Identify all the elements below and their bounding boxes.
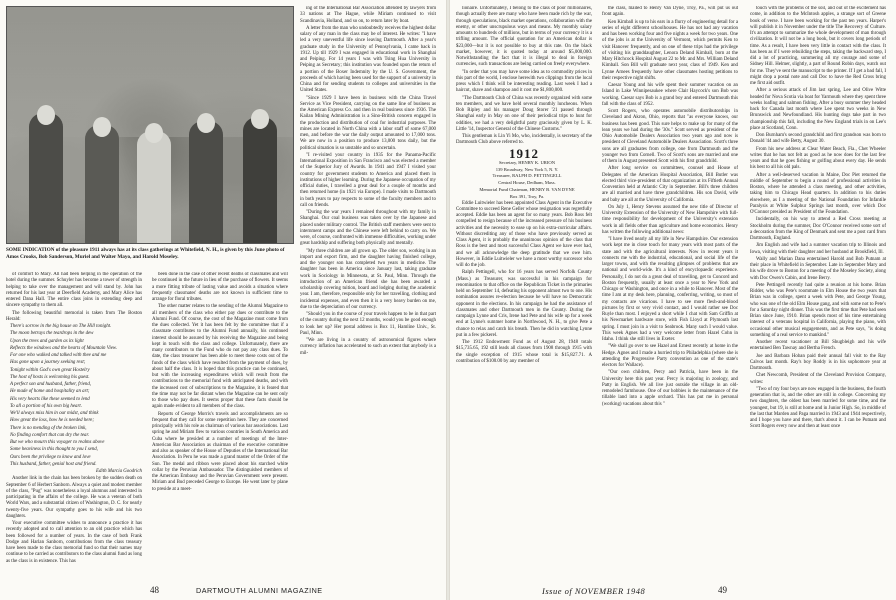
poem-line: We'll always miss him in our midst, and think — [10, 411, 99, 416]
photo-figure — [85, 125, 119, 243]
poem-line: The moon betrays the teardrops in the dew — [10, 331, 94, 337]
paragraph: From his new address at Clear Water Beach, Fla., Chet Wheeler writes that he has not felt as good as he now does for the last few years and that he goes fishing or golfing about every day. He sends his best to all his old pals. — [750, 146, 886, 171]
running-footer: DARTMOUTH ALUMNI MAGAZINE — [196, 586, 323, 595]
paragraph: Ralph Pettingell, who for 16 years has served Norfolk County (Mass.) as Treasurer, was successful in his campaign for renomination to that office on the Republican Ticket in the primaries held on September 14, defeating his opponent almost two to one. His nomination assures re-election because he will have no Democratic opponent in the elections. In his campaign he had the assistance of classmates and other Dartmouth men in the County. During the campaign Lynne and Cris, Irene had Pete and his wife up for a week end at Lynne's summer home in Northwood, N. H., to give Pete a chance to relax and catch his breath. Then he did in watching Lynne put in a few pickerel. — [456, 270, 592, 338]
right-column-2 — [602, 6, 738, 582]
poem-line: His very hearts like these seemed to lend — [10, 396, 90, 402]
photo-figure — [29, 113, 63, 243]
class-officer: Central House, Dedham, Mass. — [498, 180, 556, 186]
page-number: 48 — [150, 585, 159, 595]
class-officer: Box 391, Troy, Pa. — [509, 193, 545, 199]
poem-line: For one who walked and talked with thee and me — [10, 353, 107, 358]
paragraph: Don Burnham's second grandchild and first grandson was born to Donald '44 and wife Betty, August 30. — [750, 133, 886, 145]
paragraph: Joe and Barbara Hoban paid their annual fall visit to the Ray Calvos last month. Ray's boy Roddy is in his sophomore year at Dartmouth. — [750, 353, 886, 371]
paragraph: "We are living in a country of astronomical figures where currency inflation has accelerated to such an extent that anybody is a mil- — [300, 338, 436, 356]
class-photo — [6, 6, 294, 244]
paragraph: "Our own children, Percy and Patricia, have been in the University here this past year. Percy is majoring in zoology, and Patty in English. We all live just outside the village in an old-remodeled farmhouse. One of our hobbies is the maintenance of the tillable land into a apple orchard. This has put me in personal (working) vacations about this " — [602, 370, 738, 407]
poem-line: Ours been the privilege to know and love — [10, 454, 91, 460]
class-officer: Memorial Fund Chairman, HENRY B. VAN DYNE — [479, 186, 575, 192]
photo-caption: SOME INDICATION of the pleasure 1911 always has at its class gatherings at Whitefield, N. H., is given by this June photo of Amos Crooks, Bob Sanderson, Muriel and Walter Mayo, and Harold Moseley. — [6, 247, 285, 260]
paragraph: The other matter relates to the sending of the Alumni Magazine to all members of the class who either pay dues or contribute to the Alumni Fund. Of course, the cost of the Magazine must come from the dues collected. Yet it has been felt by the committee that if a classmate contributes to the Alumni Fund annually, his continued interest should be assured by his receiving the Magazine and being kept in touch with the class and college. Unfortunately, there are many contributors to the Fund who do not pay any class dues. To date, the class treasurer has been able to meet these costs out of the funds of the class which have resulted from the payment of dues, by about half the class. It is hoped that this practice can be continued, but with the increasing expenditures which will result from the contributions to the memorial fund with anticipated deaths, and with the increased cost of subscriptions to the Magazine, it is feared that the time may not be far distant when the Magazine can be sent only to those who pay dues. It seems proper that these facts should be again made evident to all members of the class. — [152, 304, 288, 410]
photo-figure — [243, 117, 277, 243]
photo-face — [37, 105, 55, 125]
poem-line: He made of home and hospitality an art; — [10, 389, 90, 395]
paragraph: The following beautiful memorial is taken from The Boston Herald: — [6, 310, 142, 322]
paragraph: Another link in the chain has been broken by the sudden death on September 6 of Herbert Sanborn. Always a quiet and modest member of the class, "Pug" was nonetheless a loyal alumnus and interested in participating in the affairs of the college. He was a veteran of both World Wars, and a substantial citizen of Washington, D. C. for nearly twenty-five years. Our sympathy goes to his wife and his two daughters. — [6, 476, 142, 519]
poem-line: Some heaviness in this thought to you I send, — [10, 447, 98, 453]
paragraph: After a serious attack of Jim last spring, Lee and Olive Witte headed for Nova Scotia via boat for Yarmouth where they spent three weeks loafing and salmon fishing. After a busy summer they headed back for Canada last month where Lee spent two weeks in New Brunswick and Newfoundland. His hunting dogs take part in two championship this fall, including the New England trials in on Lee's place at Scotland, Conn. — [750, 88, 886, 131]
poem-line: Upon the trees and garden as its light — [10, 338, 84, 344]
poem-line: How great the loss, how he is needed here; — [10, 418, 94, 424]
poem-author: Edith Marcia Goodrich — [95, 469, 142, 474]
left-column-2 — [152, 272, 288, 582]
paragraph: ing of the International Bar Association attended by lawyers from 33 nations at The Hague, while Miriam continued to visit Scandinavia, Holland, and so on, to return later by boat. — [300, 6, 436, 24]
poem-line: This husband, father, genial host and friend. — [10, 461, 97, 467]
poem-line: No finding comfort that can dry the tear. — [10, 432, 90, 438]
page-number: 49 — [718, 585, 727, 595]
poem-line: Tonight within God's own great Hostelry — [10, 367, 90, 373]
poem-line: Has gone upon a journey seeking rest; — [10, 360, 86, 366]
paragraph: Chet Newcomb, President of the Cleveland Provision Company, writes: — [750, 373, 886, 385]
poem-line: But we who mourn this voyager to realms above — [10, 440, 105, 445]
photo-figure — [137, 131, 171, 243]
paragraph: "Should you in the course of your travels happen to be in that part of the country during the next 12 months, would you be good enough to look her up? Her postal address is Box 11, Hamline Univ., St. Paul, Minn. — [300, 312, 436, 336]
paragraph: "The Dartmouth Club of China was recently organized with some ten members, and we have held several monthly luncheons. When Bob Ripley and his manager Doug Storer '21 passed through Shanghai early in May on one of their periodical trips to hunt for oddities, we had a very delightful party graciously given by L. K. Little '14, Inspector General of the Chinese Customs." — [456, 95, 592, 132]
paragraph: Another recent vacationer at Bill Shugbleigh and his wife entertained Ben Tawnay and Bertha French. — [750, 340, 886, 352]
photo-face — [251, 109, 269, 129]
paragraph: The 1912 Endowment Fund as of August 28, 1948 totals $15,735.65, 192 still leads all classes from 1908 through 1915 with the single exception of 1915 whose total is $15,827.71. A contribution of $100.00 by any member of — [456, 340, 592, 364]
class-year-heading: 1912 — [509, 145, 539, 161]
paragraph: Pete Pettingell recently had quite a reunion at his home. Brian Ridder, who was Pete's roommate in Elm House the two years that Brian was in college, spent a week with Pete, and George Young, who was one of the old Elm House gang, and with some not to Pete's for a Saturday night dinner. This was the first time that Pete had seen Brian since June, 1910. Brian spends most of his time entertaining interest of a veterans hospital in California, playing the piano, with occasional other musical engagements, and as Pete says, "is doing something of a real service to mankind." — [750, 282, 886, 338]
paragraph: Reports of George Morris's travels and accomplishments are so frequent that they call for some repetition here. They are concerned principally with his role as chairman of various bar associations. Last spring he and Miriam flew to various countries in South America and Cuba where he presided at a number of meetings of the Inter-American Bar Association as chairman of the executive committee and also as speaker of the House of Deputies of the International Bar Association. In Peru he was made a grand master of the Order of the Sun. The medal and ribbon were placed about his starched white collar by the Peruvian Ambassador. The distinguished members of the American Embassy and the Peruvian Government were present. Miriam and Bud preceded George to Europe. He went later by plane to preside at a meet- — [152, 411, 288, 492]
paragraph: Your executive committee wishes to announce a practice it has recently adopted and to call attention to an old practice which has been followed for a number of years. In the case of both Frank Dodge and Harlan Sanborn, contributions from the class treasury have been made to the class memorial fund so that their names may continue to be carried as contributors to the class alumni fund as long as the class is in existence. This has — [6, 521, 142, 564]
paragraph: "During the war years I remained throughout with my family in Shanghai. Our coal business was taken over by the Japanese and placed under military control. The British staff members were sent to internment camps and the Chinese were left behind to carry on. We were, of course, confronted with immense difficulties, working under great hardship and suffering both physically and mentally. — [300, 210, 436, 247]
poem-line: Reflects the windows and the hearts of Mountain View. — [10, 345, 117, 351]
paragraph: "Two of my four boys are now engaged in the business, the fourth generation that is, and the other are still in college. Concerning my two daughters, the oldest has been married for some time, and the youngest, but 19, is still at home and in Junior High. So, in middle of the last that Marden and Paga married in 1943 and 1944 respectively, and I hope you have and there, that's about it. I can be Putnam and Scott Rogers every now and then at least once — [750, 386, 886, 430]
paragraph: A letter from the man who undoubtedly receives the highest dollar salary of any man in the class may be of interest. He writes: "I have led a very uneventful life since leaving Dartmouth. After a year's graduate study in the University of Pennsylvania, I came back in 1912. Up till 1929 I was engaged in educational work in Shanghai and Peiping. For 14 years I was with Tsing Hua University in Peiping as Secretary; this institution was founded upon the return of a portion of the Boxer Indemnity by the U. S. Government, the proceeds of which having been used for the support of a university in China and for sending students to colleges and universities in the United States. — [300, 25, 436, 94]
paragraph: Eddie Luitwieler has been appointed Class Agent in the Executive Committee to succeed Rene Geller whose resignation was regretfully accepted. Eddie has been an agent for so many years. Bob Ross felt compelled to resign because of the increased pressure of his business activities and the necessity to ease up on his extra-curricular affairs. Without discrediting any of those who have previously served as Class Agent, it is probably the unanimous opinion of the class that Ross is the best and most successful Class Agent we have ever had, and we all acknowledge the deep gratitude that we owe him. However, in Eddie Luitwieler we have a most worthy successor who will do the job. — [456, 200, 592, 269]
paragraph: "We shall go over to see Hazel and Ernest recently at home in the Hedge. Agnes and I made a hurried trip to Philadelphia (where she is attending the Progressive Party convention as one of the state's electors for Wallace). — [602, 344, 738, 368]
paragraph: touch with the problems of the soil, and out of the excitement has come, in addition to the McIntosh apples, a strange sort of Greene book of verse. I have been working for the past ten years. Harper's will publish it in November under the title The Recovery of Culture. It's an attempt to summarize the whole development of man through civilization. It will not be a long book, but it covers long periods of time. As a result, I have been very little in contact with the class. It has been as if I were rebuilding the steps, taking the backward step, I did a lot of practicing, summering all my courage and some of Sidney Hill. Helmer, slightly, a part of Round Robin days, watch out for me. They've sent the manuscript to the printer. If I get a bad fall, I might drop a postal note and call Doc to have the Red Cross bring me first aid outfit. — [750, 6, 886, 86]
left-column-1 — [6, 272, 142, 582]
class-officer: 139 Broadway, New York 5, N. Y. — [495, 166, 559, 172]
running-footer: Issue of NOVEMBER 1948 — [542, 586, 646, 596]
poem-line: A perfect son and husband, father, friend, — [10, 382, 92, 387]
paragraph: "I re-visited your country in 1935 for the Panama-Pacific International Exposition in San Francisco and was elected a member of the Superior Jury of Awards. In 1941 and 1947 I visited your country for government students to America and placed them in institutions of higher learning. During the Japanese occupation of my official duties, I travelled a great deal for a couple of months and then returned home (in 1921 via Europe). I made visits to Dartmouth in both years to pay respects to some of the faculty members and to call on friends. — [300, 152, 436, 208]
paragraph: lionaire. Unfortunately, I belong to the class of poor millionaires, though actually there are many who have been made rich by the war, through speculations, black market operations, collaboration with the enemy, or other unscrupulous ways and means. My monthly salary amounts to hundreds of millions, but in terms of your currency it is a trifling amount. The official quotation for an American dollar is $23,000—but it is not possible to buy at this rate. On the black market, however, it is quoted today at around $5,000,000. Notwithstanding the fact that it is illegal to deal in foreign currencies, such transactions are being carried on freely everywhere. — [456, 6, 592, 68]
paragraph: been done in the case of other recent deaths of classmates and will be continued in the future in lieu of the purchase of flowers. It seems a more fitting tribute of lasting value and avoids a situation where frequently classmates' deaths are not known in sufficient time to arrange for floral tributes. — [152, 272, 288, 302]
right-column-1 — [456, 6, 592, 582]
paragraph: Incidentally, on his way to attend a Red Cross meeting at Stockholm during the summer, Doc O'Connor received some sort of a decoration from the King of Denmark and sent me a post card from Dartmouth, England. — [750, 217, 886, 241]
photo-figure — [189, 121, 223, 243]
poem-line: There's sorrow in the big house on The Hill tonight. — [10, 324, 112, 329]
right-column-3 — [750, 6, 886, 582]
paragraph: On July 1, Henry Stevens assumed the new title of Director of University Extension of the University of New Hampshire with full-time responsibility for development of the University's extension work in all fields other than agriculture and home economics. Henry has written the following additional news: — [602, 204, 738, 235]
paragraph: "Since 1929 I have been in business with the China Travel Service as Vice President, carrying on the same line of business as the American Express Co. and then in real business since 1936. The Kailan Mining Administration is a Sino-British concern engaged in the production and distribution of coal for industrial purposes. The mines are located in North China with a labor staff of some 67,000 men, and before the war the daily output amounted to 17,000 tons. We are now in a position to produce 13,000 tons daily, but the political situation is so unstable and so uncertain. — [300, 95, 436, 151]
photo-face — [145, 123, 163, 143]
paragraph: Jim English and wife had a summer vacation trip to Illinois and Iowa, visiting with their daughter and her husband at Brookfield, Ill. — [750, 243, 886, 255]
paragraph: the class, mailed to Henry Van Dyne, Troy, Pa., will put us out front again. — [602, 6, 738, 18]
paragraph: Scott Rogers, who operates automobile distributorships in Cleveland and Akron, Ohio, reports that "as everyone knows, our business has been good. This sure helps to make up for many of the lean years we had during the '30s." Scott served as president of the Ohio Automobile Dealers Association two years ago and now is president of Cleveland Automobile Dealers Association. Scott's three sons are all graduates from college, one from Dartmouth and the younger two from Cornell. Two of Scott's sons are married and one of them in August presented Scott with his first grandchild. — [602, 109, 738, 164]
right-page — [450, 0, 896, 600]
paragraph: After a well-deserved vacation in Maine, Doc Piet returned the middle of September to begin a round of professional activities in Boston, where he attended a class meeting, and other activities, taking him to Chicago Head quarters. In addition to his duties elsewhere, as I a meeting of the National Foundation for Infantile Paralysis at White Sulphur Springs last month, over which Doc O'Connor presided as President of the Foundation. — [750, 172, 886, 215]
paragraph: After long service on committees, counsel and House of Delegates of the American Hospital Association, Bill Butler was elected third vice-president of that organization at its Fiftieth Annual Convention held at Atlantic City in September. Bill's three children are all married and have three grandchildren. His son David, wife and baby are all at the University of California. — [602, 166, 738, 203]
paragraph: "In order that you may have some idea as to commodity prices in this part of the world, I enclose herewith two clippings from the local press which I think will be interesting reading. Last week I had a haircut, shave and shampoo and it cost me $1,800,000. — [456, 69, 592, 94]
paragraph: "My three children are all grown up. The older son, working in an import and export firm, and the daughter having finished college, and the younger son has completed two years in medicine. The daughter has been in America since January last, taking graduate work in Sociology in Minnesota, at St. Paul, Minn. Through the introduction of an American friend she has been awarded a scholarship covering tuition, board and lodging during the academic year. I am, therefore, responsible only for her travelling, clothing and incidental expenses, and even then it is a very heavy burden on me, due to the depreciation of our currency. — [300, 248, 436, 310]
paragraph: Caesar Young and his wife spent their summer vacation on an Island in Lake Winnipesaukee where Clair Haycock's son Bob was working. Caesar says Bob is a grand boy and entered Dartmouth this fall with the class of 1952. — [602, 83, 738, 107]
paragraph: Wally and Marian Dana entertained Harold and Bob Putnam at their place in Whitefield in September. Late in September Mary and his wife drove to Boston for a meeting of the Moseley Society, along with Doc Owen's Cabin, and Irene Berry. — [750, 256, 886, 281]
class-officer: Secretary, HENRY K. URION — [498, 159, 556, 165]
left-page — [0, 0, 446, 600]
paragraph: "I have lived nearly all my life in New Hampshire. Our extension work kept me in close touch for many years with most parts of the state and with the agricultural interests. Now in recent years it connects me with the industrial, educational, and social life of the larger towns, and with the resulting glimpses of problems that are national and world-wide. It's a kind of encyclopaedic experience. Personally, I do not do a great deal of travelling, get to Concord and Boston frequently, usually at least once a year to New York and Chicago or Washington, and once in a while to Hanover. Most of the time I am at my desk here, planning, conferring, writing, so most of my contacts are vicarious. I have to see more flesh-and-blood pictures by first or very vivid contact, and I would rather see Doc Ruyle than most. I enjoyed a short while I chat with Sam Griffin at his Newmarket hardware store, with Fish Lloyd at Plymouth last spring. I must join in a visit to Seabrook. Many such I would value. This week Agnes had a very welcome letter from Hazel Cohn in Idaho. I think she still lives in Exeter. — [602, 237, 738, 342]
photo-face — [197, 113, 215, 133]
poem-line: The host of hosts is welcoming his guest. — [10, 374, 90, 380]
poem-line: There is no mending of the broken link, — [10, 425, 87, 431]
poem-line: To all a portion of his own big heart. — [10, 403, 82, 409]
paragraph: Ken Kimball is up to his ears in a flurry of engineering detail for a series of eight different schoolhouses. He has not had any vacation and has been working four and five nights a week for two years. One of the jobs is at the University of Vermont, which permits Ken to visit Hanover frequently, and on one of these trips had the privilege of visiting his granddaughter, Lenora Deland Kimball, born at the Mary Hitchcock Hospital August 22 to Mr. and Mrs. William Deland Kimball. Son Bill will graduate next year, class of 1949. Ken and Lynne Arnees frequently have other classmates hosting petitions to their respective night shifts. — [602, 19, 738, 81]
left-column-3 — [300, 6, 436, 582]
class-officer: Treasurer, RALPH D. PETTINGELL — [492, 173, 562, 179]
paragraph: of comfort to Mary. All had been helping in the operation of the hotel during the summer. Schuyler has become a tower of strength in helping to take over the management and will stand by. John has returned for his last year at Deerfield Academy, and Mary Alice has entered Dana Hall. The entire class joins in extending deep and sincere sympathy to them all. — [6, 272, 142, 309]
photo-face — [93, 117, 111, 137]
paragraph: This gentleman is Lin Yi Mo, who, incidentally, is secretary of the Dartmouth Club above referred to. — [456, 134, 592, 146]
